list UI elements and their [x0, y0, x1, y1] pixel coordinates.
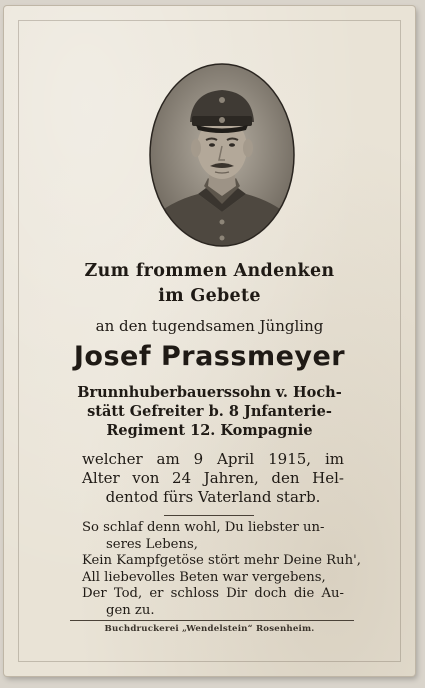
portrait-photo — [148, 62, 296, 248]
death-line — [82, 469, 344, 488]
poem-text: seres Lebens, — [106, 536, 198, 552]
section-divider — [164, 515, 254, 516]
bio-line: Brunnhuberbauerssohn v. Hoch- — [77, 384, 342, 401]
poem-verse — [82, 520, 361, 619]
death-word: am — [156, 450, 180, 468]
poem-text: Kein Kampfgetöse stört mehr Deine Ruh', — [82, 553, 361, 568]
poem-line — [82, 570, 344, 587]
death-word: den — [271, 469, 300, 487]
poem-word: die — [293, 586, 315, 601]
poem-line — [82, 603, 344, 620]
death-word: von — [132, 469, 160, 487]
poem-word: er — [149, 586, 164, 601]
poem-text: gen zu. — [106, 602, 155, 618]
poem-word: Tod, — [113, 586, 143, 601]
memorial-card — [4, 6, 415, 676]
intro-line: an den tugendsamen Jüngling — [95, 317, 324, 335]
poem-word: Dir — [226, 586, 248, 601]
poem-word: doch — [254, 586, 287, 601]
printer-imprint: Buchdruckerei „Wendelstein“ Rosenheim. — [104, 624, 315, 634]
poem-line — [82, 586, 344, 603]
death-word: Jahren, — [203, 469, 259, 487]
death-line — [82, 450, 344, 469]
death-word: dentod fürs Vaterland starb. — [105, 488, 321, 506]
death-word: 24 — [172, 469, 192, 487]
poem-word: Der — [82, 586, 107, 601]
death-notice — [82, 450, 344, 507]
heading-line-1: Zum frommen Andenken — [84, 261, 335, 281]
bio-line: stätt Gefreiter b. 8 Jnfanterie- — [87, 403, 332, 420]
poem-text: So schlaf denn wohl, Du liebster un- — [82, 520, 325, 535]
death-word: 1915, — [268, 450, 312, 468]
death-word: Hel- — [312, 469, 344, 487]
death-word: April — [217, 450, 255, 468]
poem-line — [82, 553, 361, 570]
footer-divider — [70, 620, 354, 621]
death-word: 9 — [193, 450, 204, 468]
death-word: welcher — [82, 450, 143, 468]
poem-line — [82, 520, 344, 537]
poem-line — [82, 537, 344, 554]
poem-text: All liebevolles Beten war vergebens, — [82, 569, 326, 585]
deceased-name: Josef Prassmeyer — [73, 341, 346, 372]
poem-word: Au- — [321, 586, 344, 601]
death-word: im — [324, 450, 344, 468]
bio-line: Regiment 12. Kompagnie — [106, 422, 313, 439]
death-line — [82, 488, 344, 507]
death-word: Alter — [82, 469, 120, 487]
heading-line-2: im Gebete — [158, 286, 261, 306]
poem-word: schloss — [170, 586, 219, 601]
